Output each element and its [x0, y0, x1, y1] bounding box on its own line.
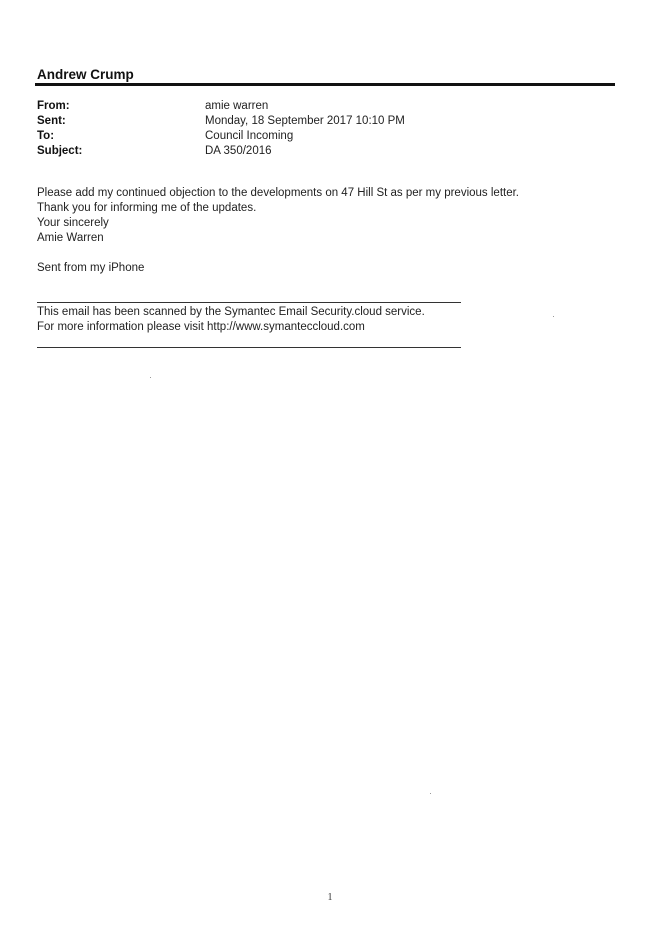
header-row-from: [37, 99, 597, 114]
to-label: To:: [37, 130, 55, 142]
body-line-thanks: Thank you for informing me of the updates.: [37, 202, 257, 214]
page-number: 1: [327, 892, 333, 903]
subject-value: DA 350/2016: [205, 145, 272, 157]
scan-notice-top-rule: [37, 302, 461, 303]
from-value: amie warren: [205, 100, 269, 112]
scan-speck: [150, 377, 151, 378]
sent-value: Monday, 18 September 2017 10:10 PM: [205, 115, 405, 127]
header-row-subject: [37, 144, 597, 159]
scan-speck: [430, 793, 431, 794]
body-line-signature: Amie Warren: [37, 232, 104, 244]
email-body: [37, 186, 597, 276]
body-line-sent-from: Sent from my iPhone: [37, 262, 145, 274]
mailbox-owner-name: Andrew Crump: [37, 67, 134, 82]
scan-notice-bottom-rule: [37, 347, 461, 348]
email-header: [37, 99, 597, 159]
body-spacer: [37, 246, 597, 261]
sent-label: Sent:: [37, 115, 66, 127]
header-row-to: [37, 129, 597, 144]
subject-label: Subject:: [37, 145, 83, 157]
owner-divider: [35, 83, 615, 86]
body-line-closing: Your sincerely: [37, 217, 109, 229]
body-line-objection: Please add my continued objection to the developments on 47 Hill St as per my previous letter.: [37, 187, 519, 199]
scan-notice-line-scanned: This email has been scanned by the Symantec Email Security.cloud service.: [37, 306, 425, 318]
scan-notice: [37, 305, 477, 335]
scan-speck: [553, 316, 554, 317]
to-value: Council Incoming: [205, 130, 294, 142]
from-label: From:: [37, 100, 70, 112]
scan-notice-line-info: For more information please visit http://www.symanteccloud.com: [37, 321, 365, 333]
header-row-sent: [37, 114, 597, 129]
